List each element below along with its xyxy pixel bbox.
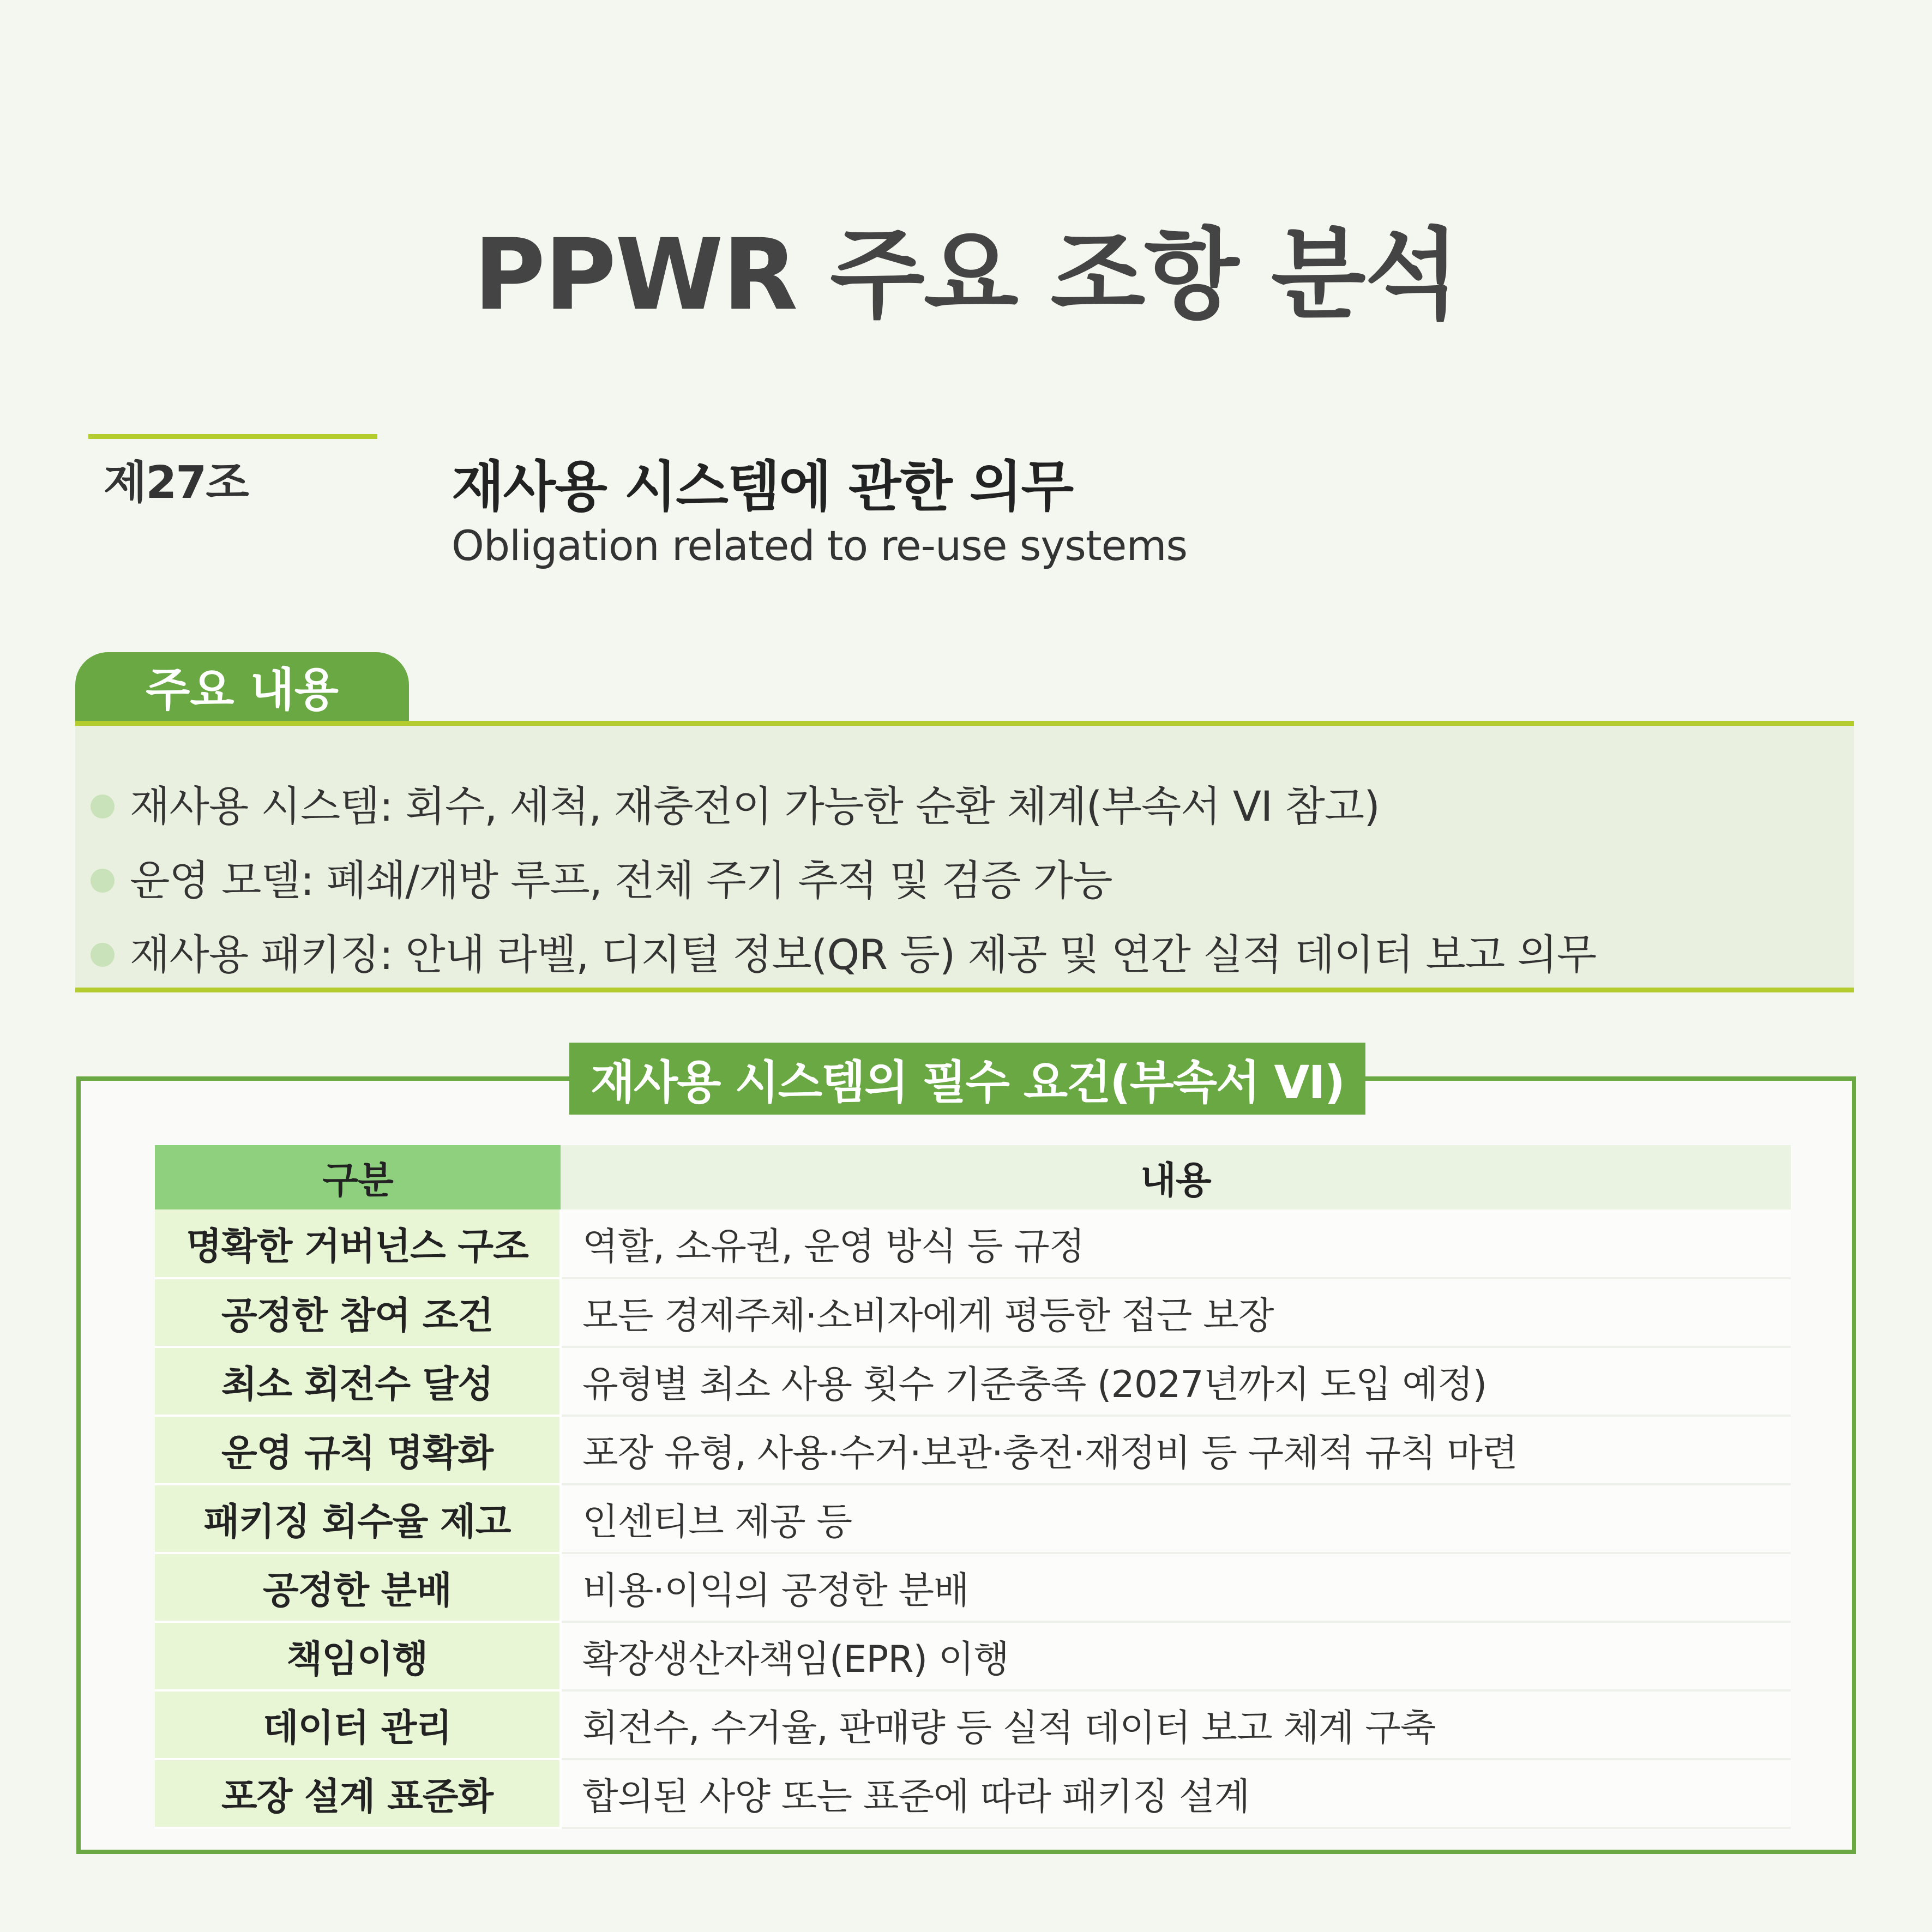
table-row <box>155 1416 1791 1484</box>
row-category: 최소 회전수 달성 <box>155 1347 561 1416</box>
column-header-category: 구분 <box>155 1145 561 1209</box>
requirements-table <box>155 1145 1791 1829</box>
summary-item-text: 운영 모델: 폐쇄/개방 루프, 전체 주기 추적 및 검증 가능 <box>130 856 1112 905</box>
row-category: 명확한 거버넌스 구조 <box>155 1209 561 1278</box>
row-category: 공정한 분배 <box>155 1553 561 1622</box>
row-category: 데이터 관리 <box>155 1690 561 1759</box>
row-content: 포장 유형, 사용·수거·보관·충전·재정비 등 구체적 규칙 마련 <box>561 1416 1791 1484</box>
row-content: 유형별 최소 사용 횟수 기준충족 (2027년까지 도입 예정) <box>561 1347 1791 1416</box>
table-row <box>155 1209 1791 1278</box>
row-content: 역할, 소유권, 운영 방식 등 규정 <box>561 1209 1791 1278</box>
table-row <box>155 1690 1791 1759</box>
article-title-english: Obligation related to re-use systems <box>452 521 1188 570</box>
table-row <box>155 1553 1791 1622</box>
row-category: 포장 설계 표준화 <box>155 1759 561 1828</box>
summary-item <box>130 769 1854 844</box>
article-number: 제27조 <box>104 457 248 509</box>
table-row <box>155 1759 1791 1828</box>
row-content: 모든 경제주체·소비자에게 평등한 접근 보장 <box>561 1278 1791 1347</box>
table-row <box>155 1484 1791 1553</box>
table-row <box>155 1622 1791 1690</box>
article-title-korean: 재사용 시스템에 관한 의무 <box>452 455 1073 519</box>
column-header-content: 내용 <box>561 1145 1791 1209</box>
row-content: 확장생산자책임(EPR) 이행 <box>561 1622 1791 1690</box>
row-content: 회전수, 수거율, 판매량 등 실적 데이터 보고 체계 구축 <box>561 1690 1791 1759</box>
bullet-dot-icon <box>91 943 115 967</box>
table-row <box>155 1278 1791 1347</box>
summary-item-text: 재사용 패키징: 안내 라벨, 디지털 정보(QR 등) 제공 및 연간 실적 데이터 보고 의무 <box>130 930 1597 979</box>
row-category: 패키징 회수율 제고 <box>155 1484 561 1553</box>
summary-item-text: 재사용 시스템: 회수, 세척, 재충전이 가능한 순환 체계(부속서 VI 참고) <box>130 782 1380 830</box>
row-content: 인센티브 제공 등 <box>561 1484 1791 1553</box>
article-divider <box>88 434 377 439</box>
summary-item <box>130 918 1854 992</box>
requirements-title: 재사용 시스템의 필수 요건(부속서 VI) <box>569 1043 1365 1115</box>
row-content: 합의된 사양 또는 표준에 따라 패키징 설계 <box>561 1759 1791 1828</box>
row-content: 비용·이익의 공정한 분배 <box>561 1553 1791 1622</box>
table-header-row <box>155 1145 1791 1209</box>
row-category: 책임이행 <box>155 1622 561 1690</box>
summary-tab-label: 주요 내용 <box>75 652 409 723</box>
row-category: 공정한 참여 조건 <box>155 1278 561 1347</box>
page-title: PPWR 주요 조항 분석 <box>473 218 1459 332</box>
table-row <box>155 1347 1791 1416</box>
row-category: 운영 규칙 명확화 <box>155 1416 561 1484</box>
bullet-dot-icon <box>91 869 115 893</box>
bullet-dot-icon <box>91 795 115 818</box>
summary-item <box>130 844 1854 918</box>
summary-box <box>75 721 1854 992</box>
